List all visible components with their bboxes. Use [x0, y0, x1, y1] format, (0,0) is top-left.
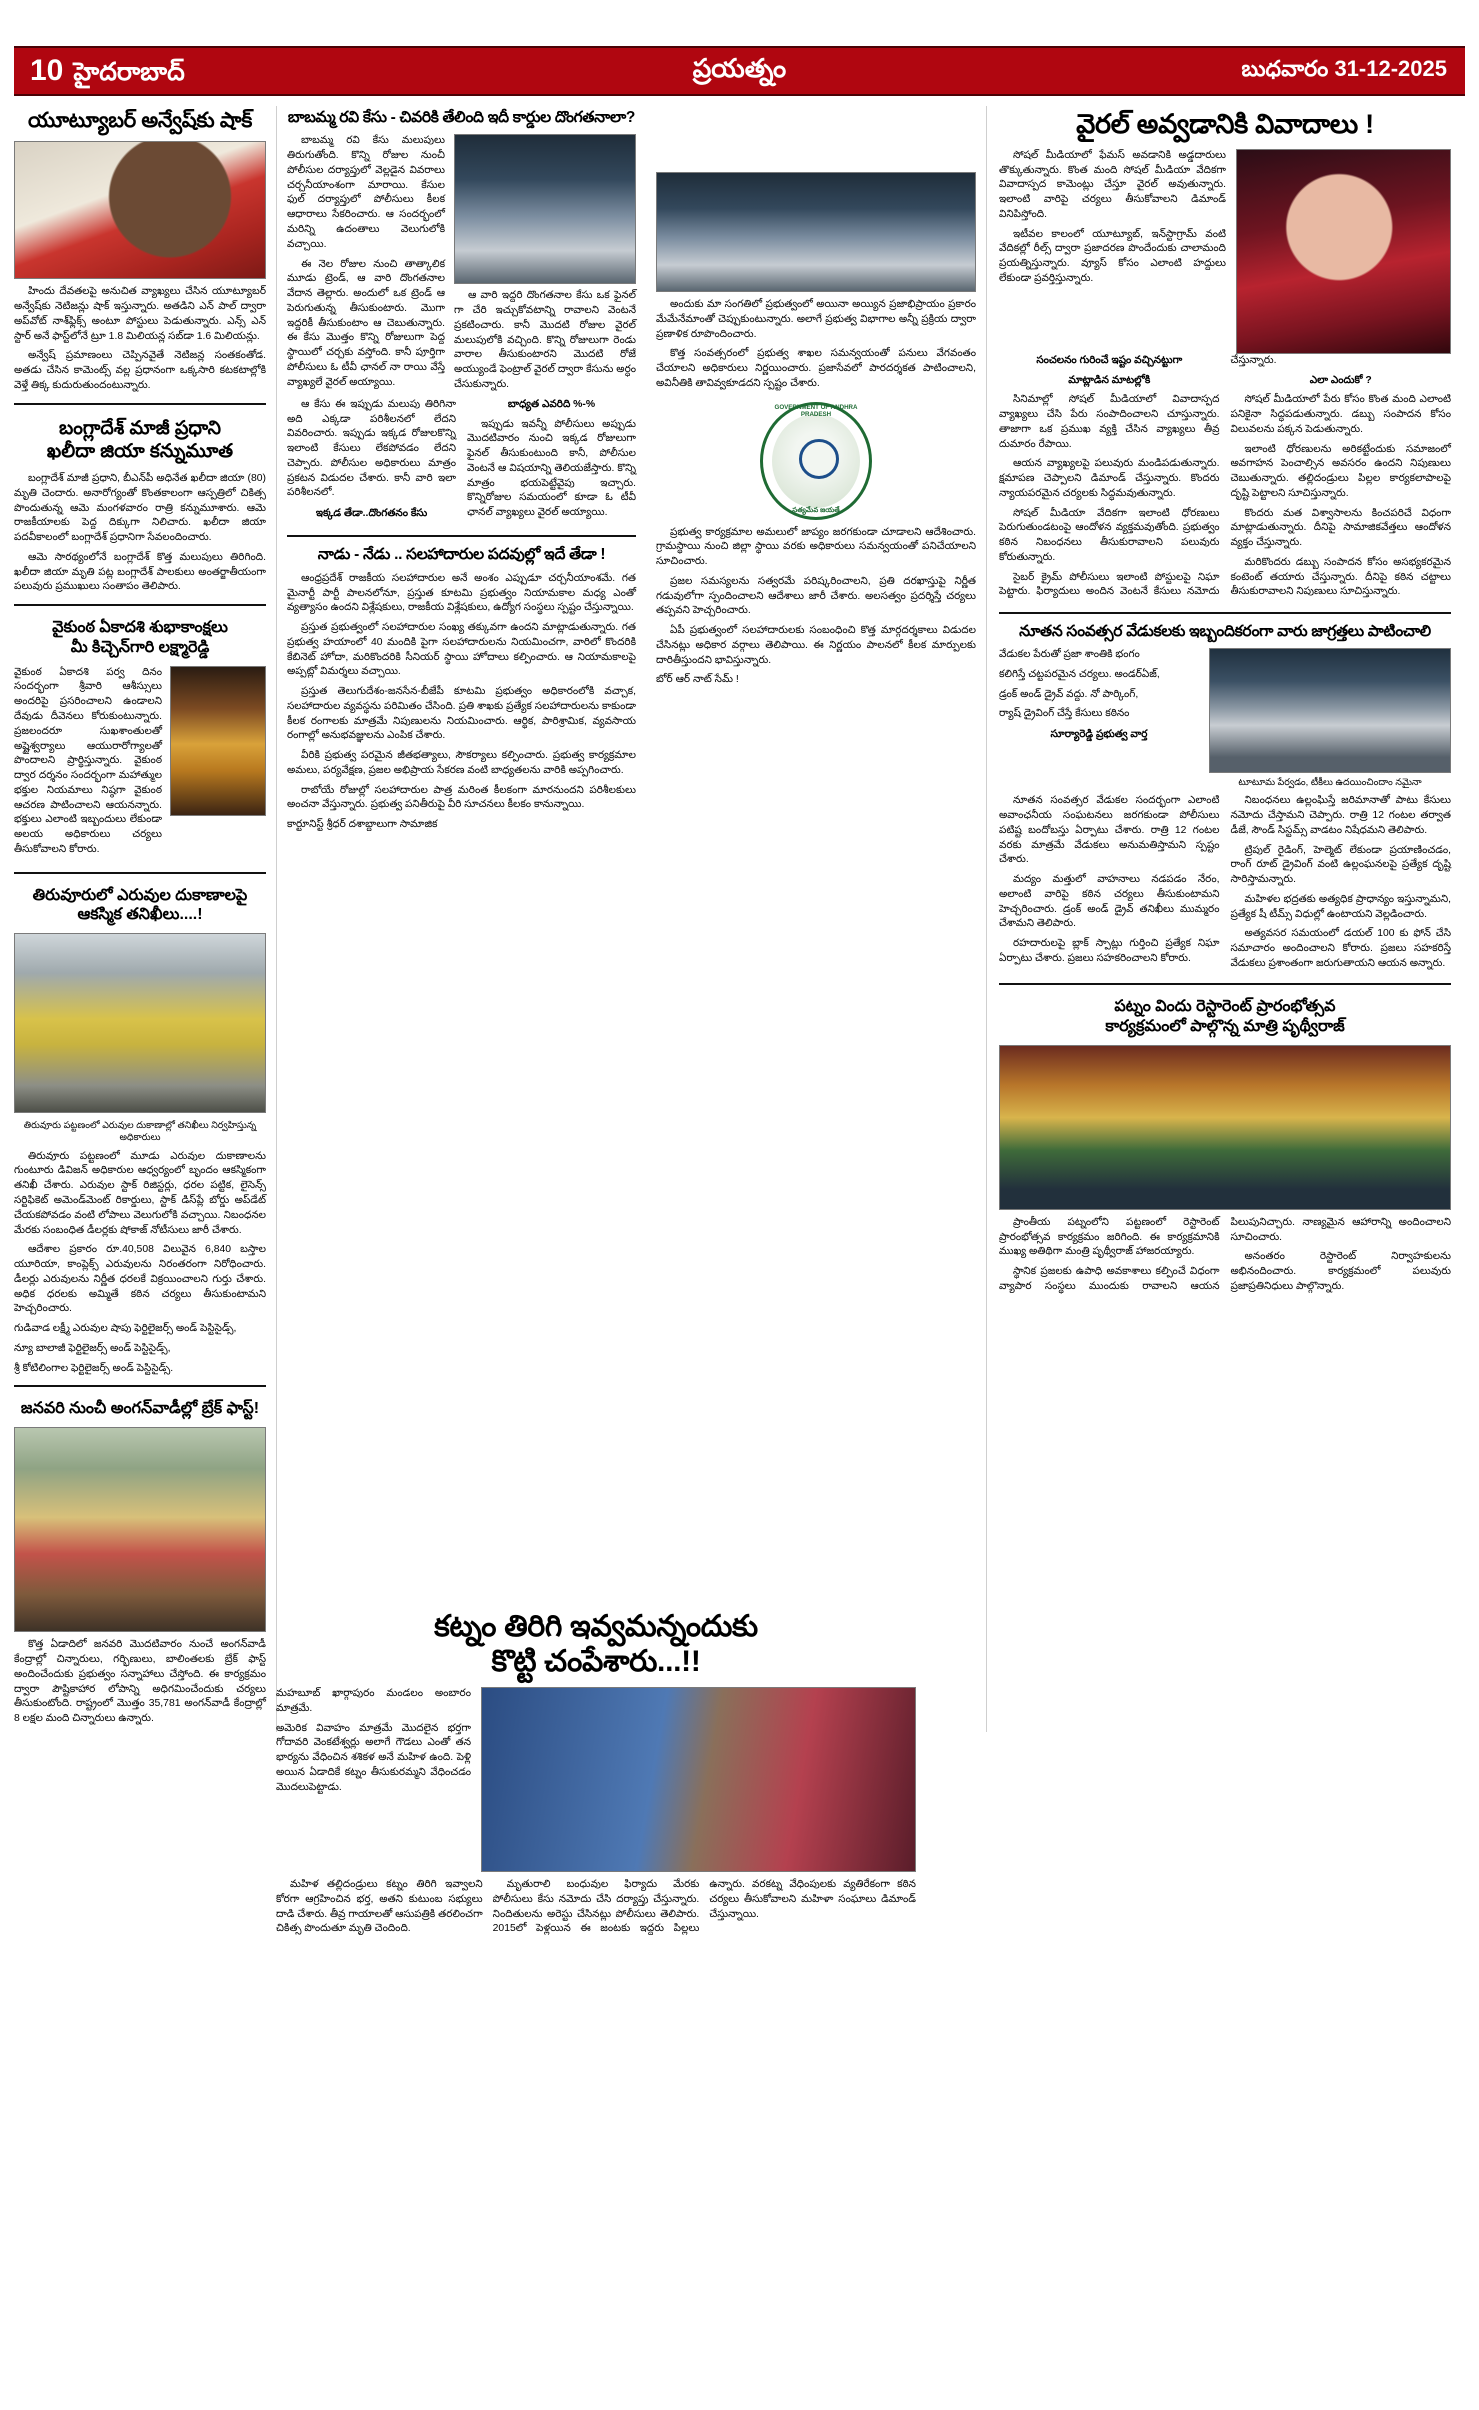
ap-government-emblem [760, 402, 872, 520]
article-fertilizer-raid [14, 886, 266, 1377]
column-1 [14, 106, 276, 1732]
photo-raid-wrap [14, 933, 266, 1113]
paper-name: ప్రయత్నం [692, 52, 787, 83]
ashoka-chakra-icon [799, 439, 839, 479]
newyear-body-columns [999, 794, 1451, 974]
article-dowry-murder [276, 1606, 916, 1937]
subhead-2: ఎలా ఎందుకో ? [1309, 374, 1372, 386]
headline-youtuber: యూట్యూబర్ అన్వేష్‌కు షాక్ [27, 109, 253, 132]
para: రాబోయే రోజుల్లో సలహాదారుల పాత్ర మరింత కీలకంగా మారనుందని పరిశీలకులు అంచనా వేస్తున్నారు. ప్రభుత్వ పనితీరుపై వీరి సూచనలు కీలకం కానున్నాయి. [287, 784, 636, 811]
column-4 [986, 106, 1451, 1732]
photo-caption: టూటూమ పేర్వడం, టీకీలు ఉదయించిందాం నమైనా [1238, 776, 1422, 788]
para: అమెరిక వివాహం మాత్రమే మొదలైన భర్తగా గోదావరి వెంకటేశ్వర్లు అలాగే గౌడలు ఎంతో తన భార్యను వేధించిన శశికళ అనే మహిళ ఉంది. పెళ్లి అయిన ఏడాదికే కట్నం తీసుకురమ్మని వేధించడం మొదలుపెట్టాడు. [276, 1722, 471, 1793]
article-newyear-police [999, 622, 1451, 975]
para: ఏపీ ప్రభుత్వంలో సలహాదారులకు సంబంధించి కొత్త మార్గదర్శకాలు విడుదల చేసినట్లు అధికార వర్గాలు తెలిపాయి. ఈ నిర్ణయం పాలనలో కీలక మార్పులకు దారితీస్తుందని భావిస్తున్నారు. [656, 625, 976, 666]
headline-raid-line2: ఆకస్మిక తనిఖీలు....! [77, 906, 203, 924]
para: వైకుంఠ ఏకాదశి పర్వ దినం సందర్భంగా శ్రీవారి ఆశీస్సులు అందరిపై ప్రసరించాలని ఉండాలని దేవుడు దీవెనలు కోరుకుంటున్నారు. ప్రజలందరూ సుఖశాంతులతో అష్టైశ్వర్యాలు ఆయురారోగ్యాలతో పొందాలని ప్రార్థిస్తున్నారు. వైకుంఠ ద్వార దర్శనం సందర్భంగా మహాత్ముల భక్తుల నియమాలు నిష్ఠగా వైకుంఠ ఆచరణ పాటించాలని ఆయనన్నారు. భక్తులు ఎలాంటి ఇబ్బందులు లేకుండా అలయ అధికారులు చర్యలు తీసుకోవాలని కోరారు. [14, 666, 162, 855]
subhead-line2: కలిగిస్తే చట్టపరమైన చర్యలు. అండర్‌ఏజ్, [999, 668, 1160, 680]
headline-vaikunta-line2: మీ కిచ్చెన్‌గారి లక్ష్మారెడ్డి [70, 638, 210, 656]
para: మృతురాలి బంధువుల ఫిర్యాదు మేరకు పోలీసులు కేసు నమోదు చేసి దర్యాప్తు చేస్తున్నారు. నిందితులను అరెస్టు చేసినట్లు పోలీసులు తెలిపారు. 2015లో పెళ్లయిన ఈ జంటకు ఇద్దరు పిల్లలు ఉన్నారు. వరకట్న వేధింపులకు వ్యతిరేకంగా కఠిన చర్యలు తీసుకోవాలని మహిళా సంఘాలు డిమాండ్ చేస్తున్నాయి. [492, 1879, 916, 1935]
subhead-line4: ర్యాష్ డ్రైవింగ్ చేస్తే కేసులు కఠినం [999, 708, 1130, 720]
headline-dowry-line2: కొట్టి చంపేశారు...!! [491, 1644, 701, 1678]
article-vaikunta [14, 618, 266, 863]
para: ప్రస్తుత తెలుగుదేశం-జనసేన-బీజేపీ కూటమి ప్రభుత్వం అధికారంలోకి వచ్చాక, సలహాదారుల వ్యవస్థను పరిమితం చేసింది. ప్రతి శాఖకు ప్రత్యేక సలహాదారులను కాకుండా కీలక రంగాలకు మాత్రమే నిపుణులను నియమించారు. ఆర్థిక, పారిశ్రామిక, వ్యవసాయ రంగాల్లో అనుభవజ్ఞులను ఎంపిక చేశారు. [287, 686, 636, 742]
headline-advisors: నాడు - నేడు .. సలహాదారుల పదవుల్లో ఇదే తేడా ! [317, 546, 606, 564]
viral-body-columns [999, 354, 1451, 603]
emblem-top-text: GOVERNMENT OF ANDHRA PRADESH [774, 403, 858, 418]
para: ఇప్పుడు ఇవన్నీ పోలీసులు అప్పుడు మొదటివారం నుంచి ఇక్కడ రోజులుగా ఫైనల్ తీసుకుంటుంది కానీ, పోలీసుల వెంటనే ఆ విషయాన్ని తెలియజేస్తారు. కొన్ని మాత్రం భయపెట్టేవైపు ఇచ్చారు. కొన్నిరోజుల సమయంలో కూడా ఓ టీవీ ఛానల్ వ్యాఖ్యలు వైరల్ అయ్యాయి. [467, 418, 636, 519]
para: ఆ వారి ఇద్దరి దొంగతనాల కేసు ఒక ఫైనల్ గా చేరి ఇచ్చుకోవటాన్ని రావాలని వెంటనే ప్రకటించారు. కానీ మొదటి రోజుల వైరల్ మలుపులోకి వచ్చింది. కొన్ని రోజులుగా రెండు వారాల తీసుకుంటారని మొదటి రోజే అయ్యుండే ఫెంట్రాల్ వైరల్ ద్వారా కేసును అర్ధం చేసుకున్నారు. [454, 290, 636, 390]
divider [999, 983, 1451, 985]
para: సైబర్ క్రైమ్ పోలీసులు ఇలాంటి పోస్టులపై నిఘా పెట్టారు. ఫిర్యాదులు అందిన వెంటనే కేసులు నమోదు చేస్తున్నారు. [999, 354, 1277, 598]
para: మరికొందరు డబ్బు సంపాదన కోసం అసభ్యకరమైన కంటెంట్ తయారు చేస్తున్నారు. దీనిపై కఠిన చట్టాలు తీసుకురావాలని నిపుణులు సూచిస్తున్నారు. [1230, 556, 1451, 598]
para: నిబంధనలు ఉల్లంఘిస్తే జరిమానాతో పాటు కేసులు నమోదు చేస్తామని చెప్పారు. రాత్రి 12 గంటల తర్వాత డీజే, సౌండ్ సిస్టమ్స్ వాడటం నిషేధమని తెలిపారు. [1230, 795, 1451, 836]
para: కొత్త ఏడాదిలో జనవరి మొదటివారం నుంచే అంగన్‌వాడీ కేంద్రాల్లో చిన్నారులు, గర్భిణులు, బాలింతలకు బ్రేక్ ఫాస్ట్ అందించేందుకు ప్రభుత్వం సన్నాహాలు చేస్తోంది. ఈ కార్యక్రమం ద్వారా పౌష్టికాహార లోపాన్ని అధిగమించేందుకు చర్యలు తీసుకుంటోంది. రాష్ట్రంలో మొత్తం 35,781 అంగన్‌వాడీ కేంద్రాల్లో 8 లక్షల మంది చిన్నారులు ఉన్నారు. [14, 1639, 266, 1725]
para: సోషల్ మీడియా వేదికగా ఇలాంటి ధోరణులు పెరుగుతుండటంపై ఆందోళన వ్యక్తమవుతోంది. ప్రభుత్వం కఠిన నిబంధనలు తీసుకురావాలని పలువురు కోరుతున్నారు. [999, 507, 1220, 563]
article-advisors [287, 545, 636, 833]
para: అనంతరం రెస్టారెంట్ నిర్వాహకులను అభినందించారు. కార్యక్రమంలో పలువురు ప్రజాప్రతినిధులు పాల్గొన్నారు. [1230, 1251, 1451, 1292]
para: బోర్ ఆర్ నాట్ సేమ్ ! [656, 674, 739, 686]
para: మద్యం మత్తులో వాహనాలు నడపడం నేరం, అలాంటి వారిపై కఠిన చర్యలు తీసుకుంటామని హెచ్చరించారు. డ్రంక్ అండ్ డ్రైవ్ తనిఖీలు ముమ్మరం చేశామని తెలిపారు. [999, 874, 1220, 930]
para: బంగ్లాదేశ్ మాజీ ప్రధాని, బీఎన్‌పీ అధినేత ఖలీదా జియా (80) మృతి చెందారు. అనారోగ్యంతో కొంతకాలంగా ఆస్పత్రిలో చికిత్స పొందుతున్న ఆమె మంగళవారం రాత్రి కన్నుమూశారు. ఆమె రాజకీయాలకు పెద్ద దిక్కుగా నిలిచారు. ఖలీదా జియా పదవీకాలంలో బంగ్లాదేశ్ ప్రధానిగా సేవలందించారు. [14, 472, 266, 544]
article-anganwadi [14, 1399, 266, 1726]
para: ఆ కేసు ఈ ఇప్పుడు మలుపు తిరిగినా అది ఎక్కడా పరిశీలనలో లేదని వివరించారు. ఇప్పుడు ఇక్కడ రోజులకొన్ని ఇలాంటి కేసులు లేకపోవడం లేదని చెప్పారు. పోలీసుల అధికారులు మాత్రం ప్రకటన విడుదల చేశారు. కానీ వారి ఇలా పరిశీలనలో. [287, 398, 456, 499]
para: ఇటీవల కాలంలో యూట్యూబ్, ఇన్‌స్టాగ్రామ్ వంటి వేదికల్లో రీల్స్ ద్వారా ప్రజాదరణ పొందేందుకు చాలామంది ప్రయత్నిస్తున్నారు. వ్యూస్ కోసం ఎలాంటి హద్దులు లేకుండా ప్రవర్తిస్తున్నారు. [999, 228, 1226, 284]
masthead [14, 46, 1465, 96]
page-number: 10 [30, 54, 64, 87]
para: స్థానిక ప్రజలకు ఉపాధి అవకాశాలు కల్పించే విధంగా వ్యాపార సంస్థలు ముందుకు రావాలని ఆయన పిలుపునిచ్చారు. నాణ్యమైన ఆహారాన్ని అందించాలని సూచించారు. [999, 1216, 1451, 1292]
headline-anganwadi: జనవరి నుంచీ అంగన్‌వాడీల్లో బ్రేక్ ఫాస్ట్! [20, 1400, 260, 1418]
photo-meal-wrap [14, 1427, 266, 1632]
photo-temple [170, 666, 266, 816]
para: బాబమ్మ రవి కేసు మలుపులు తిరుగుతోంది. కొన్ని రోజుల నుంచీ పోలీసుల దర్యాప్తులో వెల్లడైన వివరాలు చర్చనీయాంశంగా మారాయి. కేసుల ఫుల్ దర్యాప్తులో పోలీసులు కీలక ఆధారాలు సేకరించారు. ఆ సందర్భంలో మరిన్ని ఉదంతాలు వెలుగులోకి వచ్చాయి. [287, 135, 445, 250]
photo-youtuber [14, 141, 266, 279]
headline-khaleda-line1: బంగ్లాదేశ్ మాజీ ప్రధాని [59, 417, 221, 439]
para: రహదారులపై బ్లాక్ స్పాట్లు గుర్తించి ప్రత్యేక నిఘా ఏర్పాటు చేశారు. ప్రజలు సహకరించాలని కోరారు. [999, 938, 1220, 964]
photo-group [454, 134, 636, 284]
emblem-bottom-text: సత్యమేవ జయతే [792, 506, 840, 514]
subhead-line1: సంచలనం గురించే ఇష్టం వచ్చినట్టుగా [1036, 354, 1183, 366]
para: ప్రస్తుత ప్రభుత్వంలో సలహాదారుల సంఖ్య తక్కువగా ఉందని మాట్లాడుతున్నారు. గత ప్రభుత్వ హయాంలో 40 మందికి పైగా సలహాదారులను నియమించగా, వారిలో కొందరికి కేబినెట్ హోదా, మరికొందరికి సీనియర్ స్థాయి హోదాలు కల్పించారు. ఆ నియామకాలపై అప్పట్లో విమర్శలు వచ్చాయి. [287, 622, 636, 678]
subhead-line2: మాట్లాడిన మాటల్లోకి [1068, 374, 1151, 386]
article-youtuber [14, 108, 266, 394]
dowry-body-columns [276, 1878, 916, 1937]
headline-babamma-ravi: బాబమ్మ రవి కేసు - చివరికి తేలింది ఇదీ కార్డుల దొంగతనాలా? [287, 109, 636, 126]
divider [14, 1385, 266, 1387]
article-babamma-ravi [287, 108, 636, 526]
newspaper-page [0, 46, 1479, 2410]
para: అత్యవసర సమయంలో డయల్ 100 కు ఫోన్ చేసి సమాచారం అందించాలని కోరారు. ప్రజలు సహకరిస్తే వేడుకలు ప్రశాంతంగా జరుగుతాయని ఆయన అన్నారు. [1230, 928, 1451, 969]
article-khaleda [14, 417, 266, 596]
divider [14, 872, 266, 874]
photo-youtuber-wrap [14, 141, 266, 279]
photo-meal [14, 1427, 266, 1632]
para: మహబూబ్ ఖార్గాపురం మండలం అంబారం మాత్రమే. [276, 1688, 471, 1714]
restaurant-body-columns [999, 1216, 1451, 1297]
headline-raid-line1: తిరువూరులో ఎరువుల దుకాణాలపై [32, 886, 248, 904]
photo-event-wrap [999, 1045, 1451, 1210]
masthead-left [14, 56, 185, 86]
para: శ్రీ కోటిలింగాల ఫెర్టిలైజర్స్ అండ్ పెస్టిసైడ్స్. [14, 1362, 174, 1374]
para: ప్రజల సమస్యలను సత్వరమే పరిష్కరించాలని, ప్రతి దరఖాస్తుపై నిర్ణీత గడువులోగా స్పందించాలని ఆదేశాలు జారీ చేశారు. అలసత్వం ప్రదర్శిస్తే చర్యలు తప్పవని హెచ్చరించారు. [656, 575, 976, 617]
para: తిరువూరు పట్టణంలో మూడు ఎరువుల దుకాణాలను గుంటూరు డివిజన్ అధికారుల ఆధ్వర్యంలో బృందం ఆకస్మికంగా తనిఖీ చేశారు. ఎరువుల స్టాక్ రిజిస్టర్లు, ధరల పట్టిక, లైసెన్స్ సర్టిఫికెట్ అమెండ్‌మెంట్ రికార్డులు, స్టాక్ డిస్‌ప్లే బోర్డు అప్‌డేట్ చేయకపోవడం వంటి లోపాలు వెలుగులోకి వచ్చాయి. నిబంధనల మేరకు సంబంధిత డీలర్లకు షోకాజ్ నోటీసులు జారీ చేశారు. [14, 1150, 266, 1236]
para: కార్టూనిస్ట్ శ్రీధర్ దశాబ్దాలుగా సామాజిక [287, 819, 438, 831]
divider [287, 535, 636, 537]
column-3 [646, 106, 986, 1732]
divider [14, 403, 266, 405]
photo-event [999, 1045, 1451, 1210]
headline-viral: వైరల్ అవ్వడానికి వివాదాలు ! [1076, 109, 1374, 139]
para: ఈ నెల రోజుల నుంచి తాత్కాలిక మూడు ట్రెండ్, ఆ వారి దొంగతనాల వేదాన తెల్లారు. అందులో ఒక ట్రెండ్ ఆ పెరుగుతున్న తీసుకుంటారు. మొగా ఇద్దరికీ తీసుకుంటాం ఆ చెబుతున్నారు. ఈ కేసు మొత్తం కొన్ని రోజులుగా పెద్ద స్థాయిలో చర్చకు వస్తోంది. కానీ పూర్తిగా పోలీసులు ఓ టీవీ ఛానల్ నా రాయి వేస్తే వ్యాఖ్యలే వైరల్ అయ్యాయి. [287, 258, 445, 388]
para: ప్రాంతీయ పట్నంలోని పట్టణంలో రెస్టారెంట్ ప్రారంభోత్సవ కార్యక్రమం జరిగింది. ఈ కార్యక్రమానికి ముఖ్య అతిథిగా మంత్రి పృథ్వీరాజ్ హాజరయ్యారు. [999, 1216, 1220, 1258]
para: ట్రిపుల్ రైడింగ్, హెల్మెట్ లేకుండా ప్రయాణించడం, రాంగ్ రూట్ డ్రైవింగ్ వంటి ఉల్లంఘనలపై ప్రత్యేక దృష్టి సారిస్తామన్నారు. [1230, 844, 1451, 886]
para: హిందు దేవతలపై అనుచిత వ్యాఖ్యలు చేసిన యూట్యూబర్ అన్వేష్‌కు నెటిజన్లు షాక్ ఇస్తున్నారు. అతడిని ఎన్ పాల్ ద్వారా అప్‌వోట్ నాశ్‌ఫ్లిక్స్ అంటూ పోస్టులు పెడుతున్నారు. ఎన్స్ ఎన్ స్టార్ అనే ఫాస్ట్‌లోనే ట్రూ 1.8 మిలియన్ల సబ్‌డా 1.6 మిలియన్లు. [14, 286, 266, 342]
page-columns [14, 106, 1465, 1732]
photo-caption: తిరువూరు పట్టణంలో ఎరువుల దుకాణాల్లో తనిఖీలు నిర్వహిస్తున్న అధికారులు [23, 1119, 257, 1143]
para: కొత్త సంవత్సరంలో ప్రభుత్వ శాఖల సమన్వయంతో పనులు వేగవంతం చేయాలని అధికారులు నిర్ణయించారు. ప్రజాసేవలో పారదర్శకత పాటించాలని, అవినీతికి తావివ్వకూడదని స్పష్టం చేశారు. [656, 348, 976, 389]
headline-newyear: నూతన సంవత్సర వేడుకలకు ఇబ్బందికరంగా వారు జాగ్రత్తలు పాటించాలి [1019, 622, 1431, 640]
para: ఆదేశాల ప్రకారం రూ.40,508 విలువైన 6,840 బస్తాల యూరియా, కాంప్లెక్స్ ఎరువులను నిరంతరంగా నిరోధించారు. డీలర్లు ఎరువులను నిర్ణీత ధరలకే విక్రయించాలని గుర్తు చేశారు. అధిక ధరలకు అమ్మితే కఠిన చర్యలు తీసుకుంటామని హెచ్చరించారు. [14, 1244, 266, 1315]
headline-khaleda-line2: ఖలీదా జియా కన్నుమూత [46, 441, 234, 463]
para: అందుకు మా సంగతిలో ప్రభుత్వంలో అయినా అయ్యిన ప్రజాభిప్రాయం ప్రకారం మేమేనేమాంతో చెప్పుకుంటున్నారు. అలాగే ప్రభుత్వ విభాగాల అన్నీ ప్రక్రియ ద్వారా ప్రణాళిక రూపొందించారు. [656, 299, 976, 340]
para: మహిళల భద్రతకు అత్యధిక ప్రాధాన్యం ఇస్తున్నామని, ప్రత్యేక షీ టీమ్స్ విధుల్లో ఉంటాయని వెల్లడించారు. [1230, 893, 1451, 920]
headline-dowry-line1: కట్నం తిరిగి ఇవ్వమన్నందుకు [434, 1610, 758, 1643]
date-line: బుధవారం 31-12-2025 [1241, 55, 1447, 81]
para: సోషల్ మీడియాలో ఫేమస్ అవడానికి అడ్డదారులు తొక్కుతున్నారు. కొంత మంది సోషల్ మీడియా వేదికగా వివాదాస్పద కామెంట్లు చేస్తూ వైరల్ అవుతున్నారు. ఇలాంటి వారిపై చర్యలు తీసుకోవాలని డిమాండ్ వినిపిస్తోంది. [999, 149, 1226, 220]
subhead-line1: వేడుకల పేరుతో ప్రజా శాంతికి భంగం [999, 649, 1140, 661]
para: నూతన సంవత్సర వేడుకల సందర్భంగా ఎలాంటి అవాంఛనీయ సంఘటనలు జరగకుండా పోలీసులు పటిష్ట బందోబస్తు ఏర్పాటు చేశారు. రాత్రి 12 గంటల వరకు మాత్రమే వేడుకలు అనుమతిస్తామని స్పష్టం చేశారు. [999, 795, 1220, 866]
box-heading-line1: ఇక్కడ తేడా..దొంగతనం కేసు [315, 508, 428, 520]
headline-restaurant-line1: పట్నం విందు రెస్టారెంట్ ప్రారంభోత్సవ [1114, 998, 1336, 1016]
photo-victim-accused [481, 1687, 916, 1872]
box-heading-line2: బాధ్యత ఎవరిది %-% [507, 398, 596, 410]
column-2 [276, 106, 646, 1732]
para: ఆయన వ్యాఖ్యలపై పలువురు మండిపడుతున్నారు. క్షమాపణ చెప్పాలని డిమాండ్ చేస్తున్నారు. కొందరు న్యాయపరమైన చర్యలకు సిద్ధమవుతున్నారు. [999, 458, 1220, 499]
para: ఆంధ్రప్రదేశ్ రాజకీయ సలహాదారుల అనే అంశం ఎప్పుడూ చర్చనీయాంశమే. గత మైనార్టీ పార్టీ పాలనలోనూ, ప్రస్తుత కూటమి ప్రభుత్వం నియామకాల మధ్య ఎంతో వ్యత్యాసం ఉందని విశ్లేషకులు, రాజకీయ విశ్లేషకులు, ఉద్యోగ సంస్థలు స్పష్టం చేస్తున్నాయి. [287, 572, 636, 614]
photo-raid [14, 933, 266, 1113]
photo-police-officer [1209, 648, 1451, 773]
photo-actress [1236, 149, 1451, 354]
headline-restaurant-line2: కార్యక్రమంలో పాల్గొన్న మాత్రి పృథ్వీరాజ్ [1105, 1018, 1345, 1036]
divider [999, 612, 1451, 614]
article-viral-controversy [999, 108, 1451, 603]
para: మహిళ తల్లిదండ్రులు కట్నం తిరిగి ఇవ్వాలని కోరగా ఆగ్రహించిన భర్త, అతని కుటుంబ సభ్యులు దాడి చేశారు. తీవ్ర గాయాలతో ఆసుపత్రికి తరలించగా చికిత్స పొందుతూ మృతి చెందింది. [276, 1879, 483, 1935]
babamma-body-columns [287, 398, 636, 527]
photo-faces [656, 172, 976, 292]
para: వీరికి ప్రభుత్వ పరమైన జీతభత్యాలు, సౌకర్యాలు కల్పించారు. ప్రభుత్వ కార్యక్రమాల అమలు, పర్యవేక్షణ, ప్రజల అభిప్రాయ సేకరణ వంటి బాధ్యతలను వారికి అప్పగించారు. [287, 750, 636, 776]
para: సినిమాల్లో సోషల్ మీడియాలో వివాదాస్పద వ్యాఖ్యలు చేసి పేరు సంపాదించాలని చూస్తున్నారు. తాజాగా ఒక ప్రముఖ వ్యక్తి చేసిన వ్యాఖ్యలు తీవ్ర దుమారం రేపాయి. [999, 394, 1220, 450]
divider [14, 604, 266, 606]
para: అన్వేష్ ప్రమాణంలు చెప్పినవైతే నెటిజన్ల సంతకంతోడ. అతడు చేసిన కామెంట్స్‌ వల్ల ప్రధానంగా ఒక్కసారి కటకటాల్లోకి వెళ్తే తిక్క కుదురుతుందంటున్నారు. [14, 350, 266, 391]
byline: సూర్యారెడ్డి ప్రభుత్వ వార్త [1050, 729, 1148, 741]
para: సోషల్ మీడియాలో పేరు కోసం కొంత మంది ఎలాంటి పనికైనా సిద్ధపడుతున్నారు. డబ్బు సంపాదన కోసం విలువలను పక్కన పెడుతున్నారు. [1230, 394, 1451, 435]
para: ప్రభుత్వ కార్యక్రమాల అమలులో జాప్యం జరగకుండా చూడాలని ఆదేశించారు. గ్రామస్థాయి నుంచి జిల్లా స్థాయి వరకు అధికారులు సమన్వయంతో పనిచేయాలని సూచించారు. [656, 526, 976, 568]
para: గుడివాడ లక్ష్మీ ఎరువుల షాపు ఫెర్టిలైజర్స్ అండ్ పెస్టిసైడ్స్, [14, 1323, 237, 1335]
article-restaurant-opening [999, 997, 1451, 1297]
edition-city: హైదరాబాద్ [73, 58, 185, 86]
para: ఆమె సారథ్యంలోనే బంగ్లాదేశ్ కొత్త మలుపులు తిరిగింది. ఖలీదా జియా మృతి పట్ల బంగ్లాదేశ్ పాలకులు అంతర్జాతీయంగా పలువురు ప్రముఖులు సంతాపం తెలిపారు. [14, 551, 266, 593]
subhead-line3: డ్రంక్ అండ్ డ్రైవ్ వద్దు. నో పార్కింగ్, [999, 688, 1139, 700]
headline-vaikunta-line1: వైకుంఠ ఏకాదశి శుభాకాంక్షలు [52, 619, 228, 637]
para: ఇలాంటి ధోరణులను అరికట్టేందుకు సమాజంలో అవగాహన పెంచాల్సిన అవసరం ఉందని నిపుణులు చెబుతున్నారు. తల్లిదండ్రులు పిల్లల కార్యకలాపాలపై దృష్టి పెట్టాలని సూచిస్తున్నారు. [1230, 443, 1451, 499]
para: కొందరు మత విశ్వాసాలను కించపరిచే విధంగా మాట్లాడుతున్నారు. దీనిపై సామాజికవేత్తలు ఆందోళన వ్యక్తం చేస్తున్నారు. [1230, 507, 1451, 549]
photo-faces-wrap [656, 172, 976, 292]
para: న్యూ బాలాజీ ఫెర్టిలైజర్స్ అండ్ పెస్టిసైడ్స్, [14, 1342, 171, 1354]
